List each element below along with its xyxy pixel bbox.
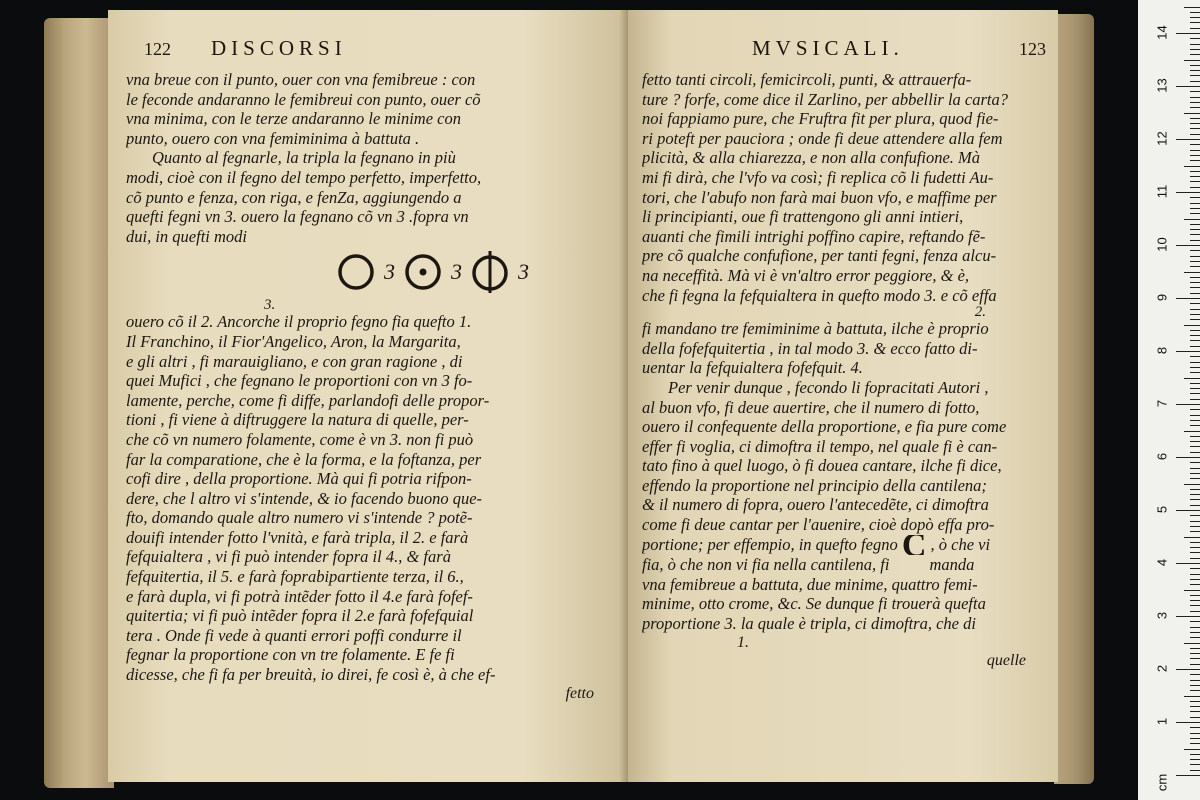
text-line: portione; per effempio, in quefto fegno C , ò che vi (642, 535, 1046, 556)
right-page-number: 123 (1019, 39, 1046, 59)
ruler-tick (1190, 505, 1200, 506)
ruler-tick (1190, 521, 1200, 522)
ruler-tick (1190, 234, 1200, 235)
ruler-tick (1190, 203, 1200, 204)
ruler-label: 5 (1154, 505, 1170, 514)
text-line: cõ punto e fenza, con riga, e fenZa, aggiungendo a (126, 187, 462, 207)
ruler-tick (1190, 489, 1200, 490)
ruler-tick (1190, 664, 1200, 665)
ruler-tick (1184, 60, 1200, 61)
left-page (108, 10, 628, 782)
ruler-tick (1176, 563, 1200, 564)
ruler-tick (1176, 351, 1200, 352)
ruler-tick (1190, 706, 1200, 707)
ruler-tick (1190, 621, 1200, 622)
ruler-tick (1184, 166, 1200, 167)
text-line: che fi fegna la fefquialtera in quefto modo 3. e cõ effa (642, 285, 997, 305)
ruler-tick (1190, 160, 1200, 161)
ruler-tick (1190, 197, 1200, 198)
ruler-tick (1190, 250, 1200, 251)
fraction-numerator: 3. (264, 297, 276, 314)
ruler-tick (1190, 107, 1200, 108)
ruler-tick (1190, 568, 1200, 569)
ruler-tick (1184, 749, 1200, 750)
ruler-label: 8 (1154, 346, 1170, 355)
ruler-tick (1190, 319, 1200, 320)
ruler-tick (1190, 187, 1200, 188)
left-page-number: 122 (144, 39, 171, 59)
text-line: modi, cioè con il fegno del tempo perfetto, imperfetto, (126, 167, 482, 187)
ruler-tick (1190, 648, 1200, 649)
ruler-tick (1190, 446, 1200, 447)
ruler-label: 14 (1154, 25, 1170, 40)
text-line: fi mandano tre femiminime à battuta, ilche è proprio (642, 319, 989, 339)
text-line: quei Mufici , che fegnano le proportioni con vn 3 fo- (126, 371, 473, 391)
mensuration-signs (126, 246, 614, 298)
ruler-tick (1190, 547, 1200, 548)
ruler-tick (1190, 653, 1200, 654)
ruler-tick (1190, 627, 1200, 628)
ruler-label: 3 (1154, 611, 1170, 620)
ruler-label: 10 (1154, 237, 1170, 252)
ruler-tick (1190, 309, 1200, 310)
text-line: quitertia; vi fi può intẽder fopra il 2.e farà fofefquial (126, 606, 474, 626)
ruler-label: 1 (1154, 717, 1170, 726)
ruler-tick (1190, 701, 1200, 702)
ruler-tick (1190, 552, 1200, 553)
ruler-tick (1190, 409, 1200, 410)
ruler-tick (1184, 378, 1200, 379)
text-line: e farà dupla, vi fi potrà intẽder fotto il 4.e farà fofef- (126, 586, 473, 606)
ruler-tick (1190, 441, 1200, 442)
text-line: tioni , fi viene à diftruggere la natura di quelle, per- (126, 410, 469, 430)
ruler-tick (1190, 287, 1200, 288)
text-line: Per venir dunque , fecondo li fopracitati Autori , (668, 377, 989, 397)
text-line: punto, ouero con vna femiminima à battuta . (126, 128, 420, 148)
ruler-tick (1190, 128, 1200, 129)
ruler-label: 4 (1154, 558, 1170, 567)
ruler-tick (1176, 245, 1200, 246)
text-line: tera . Onde fi vede à quanti errori poffi condurre il (126, 625, 462, 645)
text-line: li principianti, oue fi trattengono gli anni intieri, (642, 207, 964, 227)
ruler-tick (1190, 754, 1200, 755)
ruler-tick (1190, 266, 1200, 267)
ruler-tick (1190, 499, 1200, 500)
ruler-tick (1190, 526, 1200, 527)
ruler-tick (1190, 346, 1200, 347)
ruler-label: 2 (1154, 664, 1170, 673)
text-line: dicesse, che fi fa per breuità, io direi, fe così è, à che ef- (126, 665, 496, 685)
ruler-tick (1176, 722, 1200, 723)
ruler-tick (1190, 542, 1200, 543)
ruler-tick (1190, 81, 1200, 82)
text-line: quefti fegni vn 3. ouero la fegnano cõ vn 3 .fopra vn (126, 207, 469, 227)
text-line: Quanto al fegnarle, la tripla la fegnano in più (152, 148, 456, 168)
text-line: Il Franchino, il Fior'Angelico, Aron, la Margarita, (126, 331, 461, 351)
ruler-label: 9 (1154, 293, 1170, 302)
ruler-tick (1190, 764, 1200, 765)
ruler-tick (1176, 510, 1200, 511)
ruler-tick (1190, 770, 1200, 771)
ruler-tick (1190, 155, 1200, 156)
fraction-denominator: 2. (974, 304, 986, 321)
text-line: far la comparatione, che è la forma, e la foftanza, per (126, 449, 482, 469)
ruler-tick (1190, 415, 1200, 416)
ruler-label: 13 (1154, 78, 1170, 93)
ruler-tick (1176, 298, 1200, 299)
ruler-tick (1190, 277, 1200, 278)
ruler-tick (1190, 632, 1200, 633)
ruler-tick (1184, 219, 1200, 220)
c-sign-tail: , ò che vi (926, 534, 991, 554)
ruler-tick (1190, 340, 1200, 341)
ruler-tick (1190, 674, 1200, 675)
ruler-tick (1190, 171, 1200, 172)
text-line: ouero cõ il 2. Ancorche il proprio fegno fia quefto 1. (126, 312, 472, 332)
text-line: effer fi voglia, ci dimoftra il tempo, nel quale fi è can- (642, 436, 998, 456)
left-text-block-1 (126, 70, 614, 246)
ruler-tick (1190, 637, 1200, 638)
ruler-unit: cm (1154, 773, 1170, 792)
text-line: dui, in quefti modi (126, 226, 247, 246)
ruler-tick (1190, 584, 1200, 585)
ruler-tick (1184, 7, 1200, 8)
ruler-tick (1184, 537, 1200, 538)
text-line: douifi intender fotto l'vnità, e farà tripla, il 2. e farà (126, 527, 469, 547)
ruler-tick (1190, 54, 1200, 55)
ruler-tick (1190, 468, 1200, 469)
ruler-label: 11 (1154, 184, 1170, 199)
ruler-tick (1190, 531, 1200, 532)
text-line: e gli altri , fi marauigliano, e con gran ragione , di (126, 351, 463, 371)
ruler-tick (1190, 229, 1200, 230)
sign-digit: 3 (451, 259, 462, 285)
sign-digit: 3 (384, 259, 395, 285)
ruler-tick (1190, 738, 1200, 739)
sign-digit: 3 (518, 259, 529, 285)
text-line: ri poteft per pauciora ; onde fi deue attendere alla fem (642, 128, 1003, 148)
ruler-tick (1176, 616, 1200, 617)
circle-dot-sign-icon (403, 252, 443, 292)
text-line: vna minima, con le terze andaranno le minime con (126, 109, 461, 129)
ruler-tick (1190, 256, 1200, 257)
ruler-tick (1190, 579, 1200, 580)
ruler-tick (1190, 330, 1200, 331)
text-line: vna femibreue a battuta, due minime, quattro femi- (642, 574, 978, 594)
right-text-block-3 (642, 378, 1046, 634)
text-line: che cõ vn numero folamente, come è vn 3. non fi può (126, 429, 474, 449)
ruler-tick (1184, 431, 1200, 432)
ruler-tick (1190, 680, 1200, 681)
page-block-right-edge (1054, 14, 1094, 784)
ruler-tick (1190, 91, 1200, 92)
ruler-tick (1176, 775, 1200, 776)
ruler-tick (1190, 420, 1200, 421)
ruler-tick (1190, 261, 1200, 262)
ruler-tick (1190, 208, 1200, 209)
ruler-label: 12 (1154, 131, 1170, 146)
ruler-tick (1176, 457, 1200, 458)
ruler-tick (1190, 213, 1200, 214)
ruler-tick (1190, 134, 1200, 135)
ruler-tick (1190, 367, 1200, 368)
ruler-tick (1190, 473, 1200, 474)
text-line: al buon vfo, fi deue auertire, che il numero di fotto, (642, 397, 980, 417)
ruler-tick (1190, 102, 1200, 103)
ruler-tick (1190, 462, 1200, 463)
ruler-tick (1190, 733, 1200, 734)
ruler-tick (1184, 696, 1200, 697)
text-line: fia, ò che non vi fia nella cantilena, fi manda (642, 555, 975, 575)
ruler-tick (1190, 717, 1200, 718)
ruler-tick (1190, 362, 1200, 363)
ruler-tick (1190, 22, 1200, 23)
ruler-tick (1190, 97, 1200, 98)
text-line: proportione 3. la quale è tripla, ci dimoftra, che di (642, 614, 976, 634)
ruler-label: 6 (1154, 452, 1170, 461)
c-mensuration-sign-icon: C (901, 534, 927, 556)
ruler-tick (1190, 224, 1200, 225)
c-sign-tail: manda (929, 555, 975, 575)
right-catchword: quelle (986, 651, 1026, 669)
right-page-header (642, 36, 1046, 70)
ruler-tick (1190, 303, 1200, 304)
ruler-tick (1190, 685, 1200, 686)
ruler-tick (1184, 272, 1200, 273)
ruler-tick (1190, 558, 1200, 559)
page-block-left-edge (44, 18, 114, 788)
text-line: fegnar la proportione con vn tre folamente. E fe fi (126, 645, 455, 665)
text-line: ture ? forfe, come dice il Zarlino, per abbellir la carta? (642, 89, 1009, 109)
ruler-tick (1190, 38, 1200, 39)
left-text-block-2 (126, 312, 614, 684)
text-line: come fi deue cantar per l'auenire, cioè dopò effa pro- (642, 515, 995, 535)
text-line: effendo la proportione nel principio della cantilena; (642, 475, 987, 495)
text-line: fto, domando quale altro numero vi s'intende ? potẽ- (126, 508, 473, 528)
text-line: dere, che l altro vi s'intende, & io facendo buono que- (126, 488, 483, 508)
ruler-tick (1190, 44, 1200, 45)
ruler-tick (1190, 388, 1200, 389)
ruler-tick (1190, 611, 1200, 612)
text-line: plicità, & alla chiarezza, e non alla confufione. Mà (642, 148, 981, 168)
ruler-tick (1190, 17, 1200, 18)
ruler-tick (1190, 478, 1200, 479)
ruler-tick (1190, 743, 1200, 744)
ruler-tick (1184, 484, 1200, 485)
ruler-tick (1190, 399, 1200, 400)
ruler-tick (1184, 643, 1200, 644)
text-line: vna breue con il punto, ouer con vna femibreue : con (126, 70, 476, 89)
right-text-block-2 (642, 319, 1046, 378)
text-line: lamente, perche, come fi diffe, parlandofi delle propor- (126, 390, 490, 410)
left-page-header (126, 36, 614, 70)
ruler-tick (1190, 144, 1200, 145)
ruler-tick (1190, 12, 1200, 13)
ruler-tick (1190, 595, 1200, 596)
ruler-tick (1190, 65, 1200, 66)
text-line: cofi dire , della proportione. Mà qui fi potria rifpon- (126, 469, 472, 489)
ruler-tick (1184, 113, 1200, 114)
ruler-tick (1190, 282, 1200, 283)
ruler-tick (1184, 590, 1200, 591)
ruler-tick (1176, 33, 1200, 34)
ruler-tick (1190, 181, 1200, 182)
ruler-tick (1190, 690, 1200, 691)
ruler-tick (1176, 139, 1200, 140)
ruler-tick (1190, 711, 1200, 712)
ruler-tick (1190, 393, 1200, 394)
text-line: noi fappiamo pure, che Fruftra fit per plura, quod fie- (642, 109, 999, 129)
ruler-tick (1176, 192, 1200, 193)
ruler-tick (1190, 383, 1200, 384)
left-catchword: fetto (565, 684, 594, 702)
ruler-tick (1190, 356, 1200, 357)
text-line: tato fino à quel luogo, ò fi douea cantare, ilche fi dice, (642, 456, 1002, 476)
ruler-tick (1190, 494, 1200, 495)
ruler-tick (1190, 759, 1200, 760)
text-line: uentar la fefquialtera fofefquit. 4. (642, 358, 863, 378)
ruler-tick (1190, 70, 1200, 71)
ruler-tick (1190, 605, 1200, 606)
ruler-tick (1190, 425, 1200, 426)
left-running-head: DISCORSI (211, 36, 347, 60)
text-line: mi fi dirà, che l'vfo va così; fi replica cõ li fudetti Au- (642, 167, 994, 187)
ruler-tick (1190, 75, 1200, 76)
ruler-tick (1190, 28, 1200, 29)
ruler-tick (1176, 404, 1200, 405)
ruler-tick (1190, 727, 1200, 728)
ruler-tick (1190, 240, 1200, 241)
text-line: fefquialtera , vi fi può intender fopra il 4., & farà (126, 547, 451, 567)
ruler-tick (1190, 49, 1200, 50)
ruler-tick (1190, 335, 1200, 336)
right-text-block-1 (642, 70, 1046, 305)
open-book (44, 6, 1094, 791)
ruler-tick (1190, 452, 1200, 453)
circle-stroke-sign-icon (470, 249, 510, 295)
ruler-tick (1190, 314, 1200, 315)
ruler-tick (1190, 123, 1200, 124)
text-line: na neceffità. Mà vi è vn'altro error peggiore, & è, (642, 265, 970, 285)
text-line: ouero il confequente della proportione, e fia pure come (642, 417, 1007, 437)
ruler-tick (1190, 658, 1200, 659)
ruler-tick (1176, 86, 1200, 87)
text-line: auanti che fimili intrighi poffino capire, reftando fẽ- (642, 226, 986, 246)
text-line: le feconde andaranno le femibreui con punto, ouer cõ (126, 89, 481, 109)
ruler-tick (1184, 325, 1200, 326)
text-line: minime, otto crome, &c. Se dunque fi trouerà quefta (642, 594, 986, 614)
ruler-tick (1190, 293, 1200, 294)
ruler-tick (1190, 118, 1200, 119)
ruler-tick (1190, 515, 1200, 516)
signature-mark: 1. (737, 633, 749, 651)
ruler-tick (1176, 669, 1200, 670)
text-line: pre cõ qualche confufione, per tanti fegni, fenza alcu- (642, 246, 997, 266)
ruler-tick (1190, 150, 1200, 151)
right-running-head: MVSICALI. (752, 36, 904, 60)
text-line: della fofefquitertia , in tal modo 3. & ecco fatto di- (642, 338, 978, 358)
ruler-tick (1190, 176, 1200, 177)
measurement-ruler (1138, 0, 1200, 800)
ruler-tick (1190, 600, 1200, 601)
circle-sign-icon (336, 252, 376, 292)
ruler-tick (1190, 372, 1200, 373)
text-line: tori, che l'abufo non farà mai buon vfo, e maffime per (642, 187, 997, 207)
text-line: fefquitertia, il 5. e farà foprabipartiente terza, il 6., (126, 567, 464, 587)
text-line: & il numero di fopra, ouero l'antecedẽte, ci dimoftra (642, 495, 989, 515)
ruler-label: 7 (1154, 399, 1170, 408)
ruler-tick (1190, 436, 1200, 437)
text-line: fetto tanti circoli, femicircoli, punti, & attrauerfa- (642, 70, 972, 89)
right-page (628, 10, 1058, 782)
ruler-tick (1190, 574, 1200, 575)
